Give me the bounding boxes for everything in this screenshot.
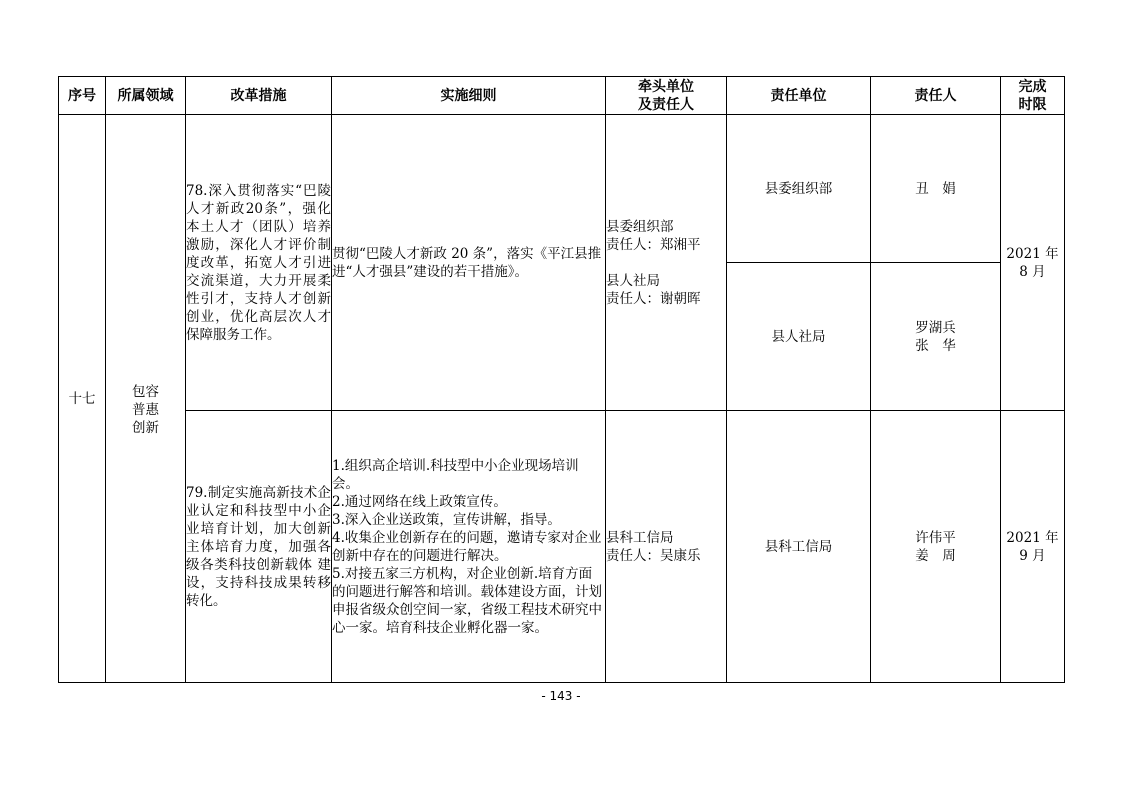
header-person: 责任人	[871, 77, 1001, 115]
unit-78-b: 县人社局	[727, 263, 871, 411]
person-79: 许伟平 姜 周	[871, 411, 1001, 683]
measure-78: 78.深入贯彻落实“巴陵人才新政20条”，强化本土人才（团队）培养激励，深化人才评价制度改革，拓宽人才引进交流渠道，大力开展柔性引才，支持人才创新创业，优化高层次人才保障服务工作。	[186, 115, 332, 411]
header-row	[59, 77, 1065, 115]
header-lead: 牵头单位 及责任人	[606, 77, 727, 115]
header-domain: 所属领域	[106, 77, 186, 115]
group-seq: 十七	[59, 115, 106, 683]
person-78-b: 罗湖兵 张 华	[871, 263, 1001, 411]
header-details: 实施细则	[332, 77, 606, 115]
deadline-79: 2021 年 9 月	[1001, 411, 1065, 683]
lead-78: 县委组织部 责任人：郑湘平 县人社局 责任人：谢朝晖	[606, 115, 727, 411]
header-seq: 序号	[59, 77, 106, 115]
details-78: 贯彻“巴陵人才新政 20 条”，落实《平江县推进“人才强县”建设的若干措施》。	[332, 115, 606, 411]
group-domain: 包容 普惠 创新	[106, 115, 186, 683]
header-measure: 改革措施	[186, 77, 332, 115]
details-79: 1.组织高企培训.科技型中小企业现场培训会。 2.通过网络在线上政策宣传。 3.深入企业送政策，宣传讲解，指导。 4.收集企业创新存在的问题，邀请专家对企业创新中存在的问题进行解决。 5.对接五家三方机构，对企业创新.培育方面的问题进行解答和培训。载体建设方面，计划申报省级众创空间一家，省级工程技术研究中心一家。培育科技企业孵化器一家。	[332, 411, 606, 683]
lead-79: 县科工信局 责任人：吴康乐	[606, 411, 727, 683]
reform-measures-table	[58, 76, 1065, 683]
unit-78-a: 县委组织部	[727, 115, 871, 263]
measure-79: 79.制定实施高新技术企业认定和科技型中小企业培育计划，加大创新主体培育力度，加强各级各类科技创新载体 建设，支持科技成果转移转化。	[186, 411, 332, 683]
person-78-a: 丑 娟	[871, 115, 1001, 263]
unit-79: 县科工信局	[727, 411, 871, 683]
table-row	[59, 115, 1065, 263]
header-deadline: 完成 时限	[1001, 77, 1065, 115]
page-number: - 143 -	[541, 689, 581, 703]
header-unit: 责任单位	[727, 77, 871, 115]
table-row	[59, 411, 1065, 683]
deadline-78: 2021 年 8 月	[1001, 115, 1065, 411]
